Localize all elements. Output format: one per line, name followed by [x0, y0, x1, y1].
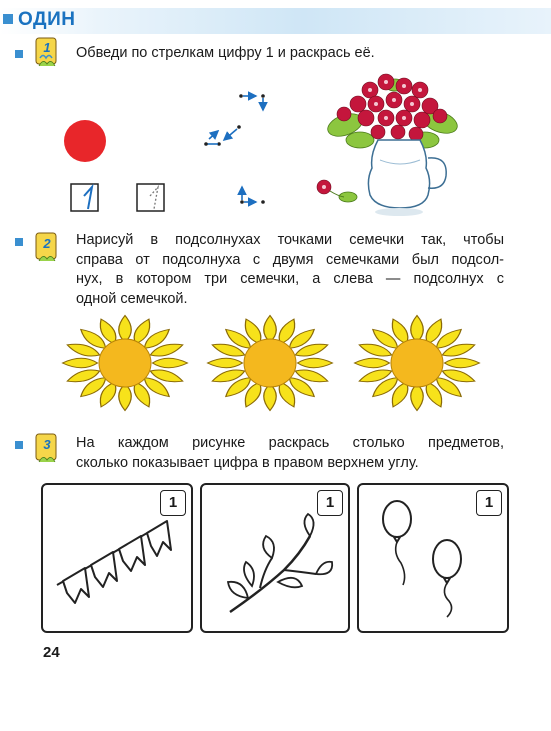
- task-2-number: 2: [43, 236, 51, 251]
- flower-vase-picture: [300, 60, 475, 220]
- sunflower-right[interactable]: [352, 313, 482, 413]
- balloons-picture: [369, 497, 479, 622]
- task-1-marker: [15, 50, 23, 58]
- digit-1-sample-box: [70, 183, 100, 213]
- sunflower-petal: [264, 384, 277, 411]
- frame-corner-number: 1: [160, 490, 186, 516]
- sunflower-left[interactable]: [60, 313, 190, 413]
- sunflower-petal: [153, 358, 188, 368]
- sunflower-petal: [298, 358, 333, 368]
- header-band: [0, 8, 551, 34]
- frame-corner-number: 1: [317, 490, 343, 516]
- digit-1-dotted-box[interactable]: [136, 183, 166, 213]
- frame-balloons[interactable]: [357, 483, 509, 633]
- branch-picture: [212, 510, 337, 620]
- frame-corner-number: 1: [476, 490, 502, 516]
- page-title: ОДИН: [18, 9, 76, 30]
- sunflower-petal: [411, 384, 424, 411]
- sunflower-middle[interactable]: [205, 313, 335, 413]
- frame-branch[interactable]: [200, 483, 350, 633]
- task-2-badge: [34, 231, 60, 265]
- sunflower-petal: [119, 384, 132, 411]
- task-2-text: [76, 231, 504, 309]
- task-3-line: На каждом рисунке раскрась столько предметов,: [76, 435, 504, 451]
- task-2-line: одной семечкой.: [76, 290, 188, 307]
- flag-garland-picture: [49, 515, 179, 615]
- task-2-line: нух, в котором три семечки, а слева — подсолнух с: [76, 271, 504, 287]
- sunflower-petal: [208, 358, 243, 368]
- stroke-arrows: [190, 85, 290, 215]
- sunflower-petal: [63, 358, 98, 368]
- task-3-marker: [15, 441, 23, 449]
- task-3-number: 3: [43, 437, 51, 452]
- task-3-text: [76, 434, 504, 473]
- frame-flags[interactable]: [41, 483, 193, 633]
- task-2-line: справа от подсолнуха с двумя семечками был подсол-: [76, 251, 504, 268]
- page-number: 24: [43, 644, 60, 661]
- task-2-line: Нарисуй в подсолнухах точками семечки так, чтобы: [76, 232, 504, 248]
- sunflower-petal: [355, 358, 390, 368]
- task-1-badge: [34, 36, 60, 70]
- task-1-line: Обведи по стрелкам цифру 1 и раскрась её.: [76, 45, 375, 61]
- task-3-badge: [34, 432, 60, 466]
- task-3-line: сколько показывает цифра в правом верхнем углу.: [76, 454, 419, 471]
- red-circle: [60, 116, 110, 166]
- header-marker: [3, 14, 13, 24]
- sunflower-petal: [411, 316, 424, 343]
- sunflower-petal: [445, 358, 480, 368]
- task-2-marker: [15, 238, 23, 246]
- task-1-number: 1: [43, 40, 51, 55]
- sunflower-petal: [119, 316, 132, 343]
- sunflower-petal: [264, 316, 277, 343]
